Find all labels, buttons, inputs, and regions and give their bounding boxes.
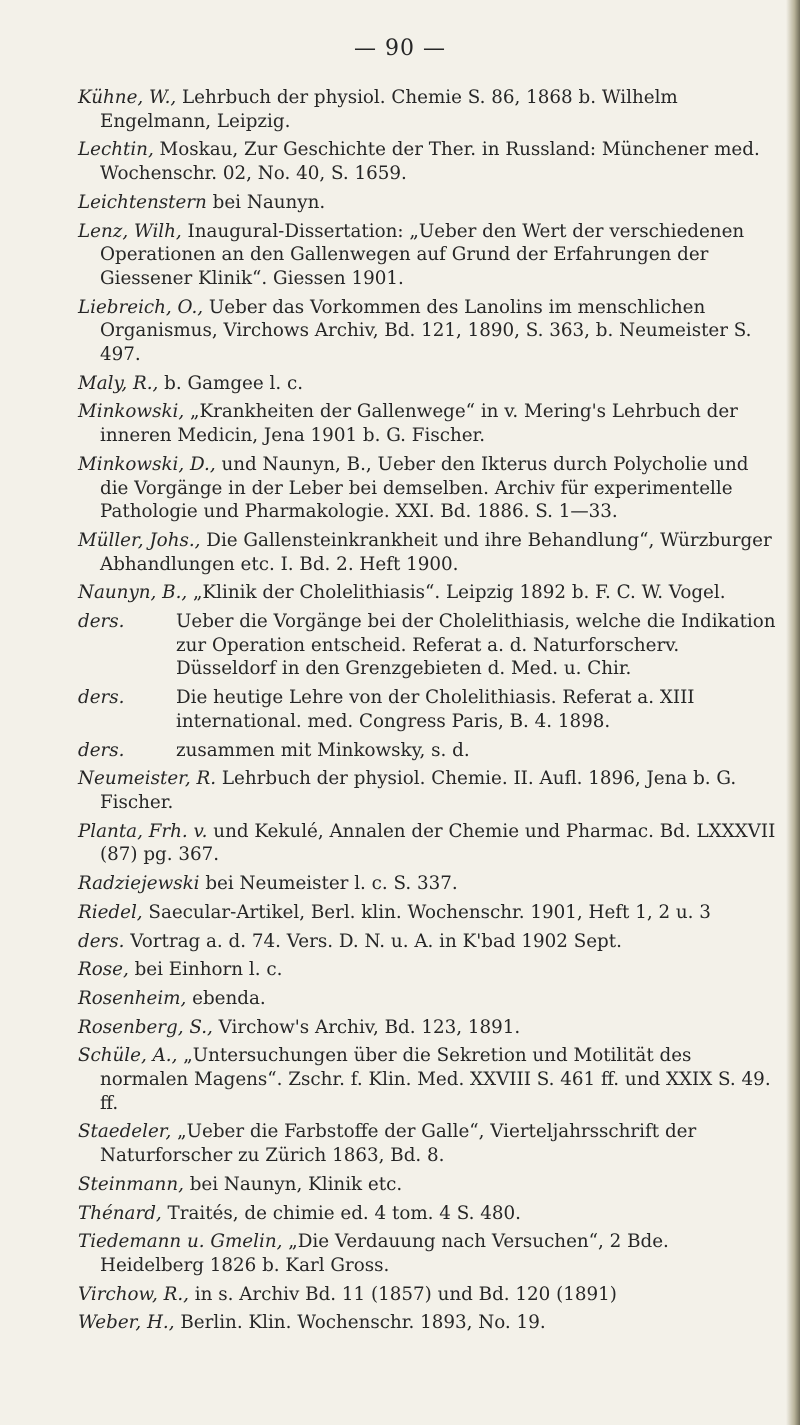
bib-author: Rosenheim,	[78, 987, 187, 1009]
ders-label: ders.	[78, 739, 125, 761]
bib-author: Leichtenstern	[78, 191, 207, 213]
bib-author: ders.	[78, 930, 125, 952]
bib-entry	[78, 820, 778, 867]
bib-author: Rosenberg, S.,	[78, 1016, 213, 1038]
bib-text: Ueber die Vorgänge bei der Cholelithiasis, welche die Indikation zur Operation entscheid. Referat a. d. Naturforscherv. Düsseldorf in den Grenzgebieten d. Med. u. Chir.	[176, 611, 776, 680]
bib-text: „Untersuchungen über die Sekretion und Motilität des normalen Magens“. Zschr. f. Klin. Med. XXVIII S. 461 ff. und XXIX S. 49. ff.	[100, 1045, 771, 1114]
bib-entry	[78, 400, 778, 447]
bib-author: Müller, Johs.,	[78, 529, 201, 551]
bib-entry	[78, 1173, 778, 1197]
bib-entry	[78, 1016, 778, 1040]
bib-entry	[78, 958, 778, 982]
bib-text: Lehrbuch der physiol. Chemie S. 86, 1868 b. Wilhelm Engelmann, Leipzig.	[100, 87, 678, 132]
bib-text: ebenda.	[186, 987, 266, 1009]
bib-entry	[78, 453, 778, 524]
bib-entry	[78, 901, 778, 925]
bib-entry	[78, 1283, 778, 1307]
bib-author: Rose,	[78, 959, 129, 981]
bib-text: Lehrbuch der physiol. Chemie. II. Aufl. 1896, Jena b. G. Fischer.	[100, 768, 737, 813]
bib-author: Naunyn, B.,	[78, 582, 188, 604]
bib-text: in s. Archiv Bd. 11 (1857) und Bd. 120 (1891)	[188, 1283, 617, 1305]
bib-text: Virchow's Archiv, Bd. 123, 1891.	[212, 1016, 521, 1038]
bib-text: „Klinik der Cholelithiasis“. Leipzig 1892 b. F. C. W. Vogel.	[187, 582, 726, 604]
bib-text: zusammen mit Minkowsky, s. d.	[176, 739, 470, 761]
bib-entry	[78, 191, 778, 215]
bib-author: Lenz, Wilh,	[78, 220, 182, 242]
page-number: — 90 —	[354, 36, 446, 61]
bib-author: Planta, Frh. v.	[78, 820, 208, 842]
bib-entry	[78, 220, 778, 291]
bib-author: Staedeler,	[78, 1121, 172, 1143]
bib-author: Maly, R.,	[78, 372, 159, 394]
bib-author: Neumeister, R.	[78, 768, 217, 790]
bibliography-list	[78, 86, 778, 1340]
bib-author: Kühne, W.,	[78, 87, 177, 108]
bib-text: Saecular-Artikel, Berl. klin. Wochenschr. 1901, Heft 1, 2 u. 3	[142, 901, 711, 923]
bib-text: Inaugural-Dissertation: „Ueber den Wert der verschiedenen Operationen an den Gallenwegen auf Grund der Erfahrungen der Giessener Klinik“. Giessen 1901.	[100, 220, 745, 289]
bib-text: und Naunyn, B., Ueber den Ikterus durch Polycholie und die Vorgänge in der Leber bei demselben. Archiv für experimentelle Pathologie und Pharmakologie. XXI. Bd. 1886. S. 1—33.	[100, 453, 749, 523]
bib-entry	[78, 987, 778, 1011]
bib-text: Die heutige Lehre von der Cholelithiasis. Referat a. XIII international. med. Congress Paris, B. 4. 1898.	[176, 687, 695, 732]
bib-text: Moskau, Zur Geschichte der Ther. in Russland: Münchener med. Wochenschr. 02, No. 40, S. 1659.	[100, 139, 760, 185]
bib-text: Die Gallensteinkrankheit und ihre Behandlung“, Würzburger Abhandlungen etc. I. Bd. 2. Heft 1900.	[100, 529, 772, 575]
bib-subentry	[78, 739, 778, 763]
bib-text: „Ueber die Farbstoffe der Galle“, Vierteljahrsschrift der Naturforscher zu Zürich 1863, Bd. 8.	[100, 1121, 697, 1167]
bib-subentry	[78, 686, 778, 733]
bib-text: Vortrag a. d. 74. Vers. D. N. u. A. in K'bad 1902 Sept.	[124, 930, 622, 952]
ders-label: ders.	[78, 687, 125, 709]
bib-author: Virchow, R.,	[78, 1283, 189, 1305]
bib-entry	[78, 529, 778, 576]
bib-entry	[78, 930, 778, 954]
bib-text: „Krankheiten der Gallenwege“ in v. Mering's Lehrbuch der inneren Medicin, Jena 1901 b. G. Fischer.	[100, 401, 738, 447]
bib-author: Radziejewski	[78, 873, 200, 895]
bib-subentry	[78, 610, 778, 681]
bib-text: bei Neumeister l. c. S. 337.	[199, 873, 458, 895]
bib-author: Minkowski, D.,	[78, 453, 216, 475]
bib-entry	[78, 86, 778, 133]
bib-entry	[78, 767, 778, 814]
bib-entry	[78, 1311, 778, 1335]
bib-text: bei Einhorn l. c.	[128, 959, 283, 981]
bib-entry	[78, 1202, 778, 1226]
bib-author: Lechtin,	[78, 139, 154, 161]
bib-text: bei Naunyn.	[206, 191, 326, 213]
bib-entry	[78, 1044, 778, 1115]
bib-text: Traités, de chimie ed. 4 tom. 4 S. 480.	[161, 1202, 521, 1224]
bib-entry	[78, 372, 778, 396]
bib-author: Tiedemann u. Gmelin,	[78, 1231, 283, 1253]
bib-entry	[78, 581, 778, 605]
bib-text: und Kekulé, Annalen der Chemie und Pharmac. Bd. LXXXVII (87) pg. 367.	[100, 820, 776, 866]
bib-author: Thénard,	[78, 1202, 162, 1224]
bib-entry	[78, 138, 778, 185]
bib-text: Ueber das Vorkommen des Lanolins im menschlichen Organismus, Virchows Archiv, Bd. 121, 1890, S. 363, b. Neumeister S. 497.	[100, 296, 752, 366]
ders-label: ders.	[78, 611, 125, 633]
bib-author: Schüle, A.,	[78, 1045, 178, 1067]
bib-author: Weber, H.,	[78, 1312, 175, 1334]
bib-entry	[78, 872, 778, 896]
bib-entry	[78, 296, 778, 367]
bib-entry	[78, 1230, 778, 1277]
bib-author: Minkowski,	[78, 401, 185, 423]
bib-text: Berlin. Klin. Wochenschr. 1893, No. 19.	[174, 1312, 546, 1334]
bib-author: Riedel,	[78, 901, 143, 923]
bib-text: bei Naunyn, Klinik etc.	[183, 1173, 403, 1195]
bib-text: „Die Verdauung nach Versuchen“, 2 Bde. Heidelberg 1826 b. Karl Gross.	[100, 1231, 669, 1276]
bib-text: b. Gamgee l. c.	[158, 372, 304, 394]
bib-author: Steinmann,	[78, 1173, 184, 1195]
bib-entry	[78, 1120, 778, 1167]
bib-author: Liebreich, O.,	[78, 296, 204, 318]
page-edge-shadow	[786, 0, 800, 1425]
